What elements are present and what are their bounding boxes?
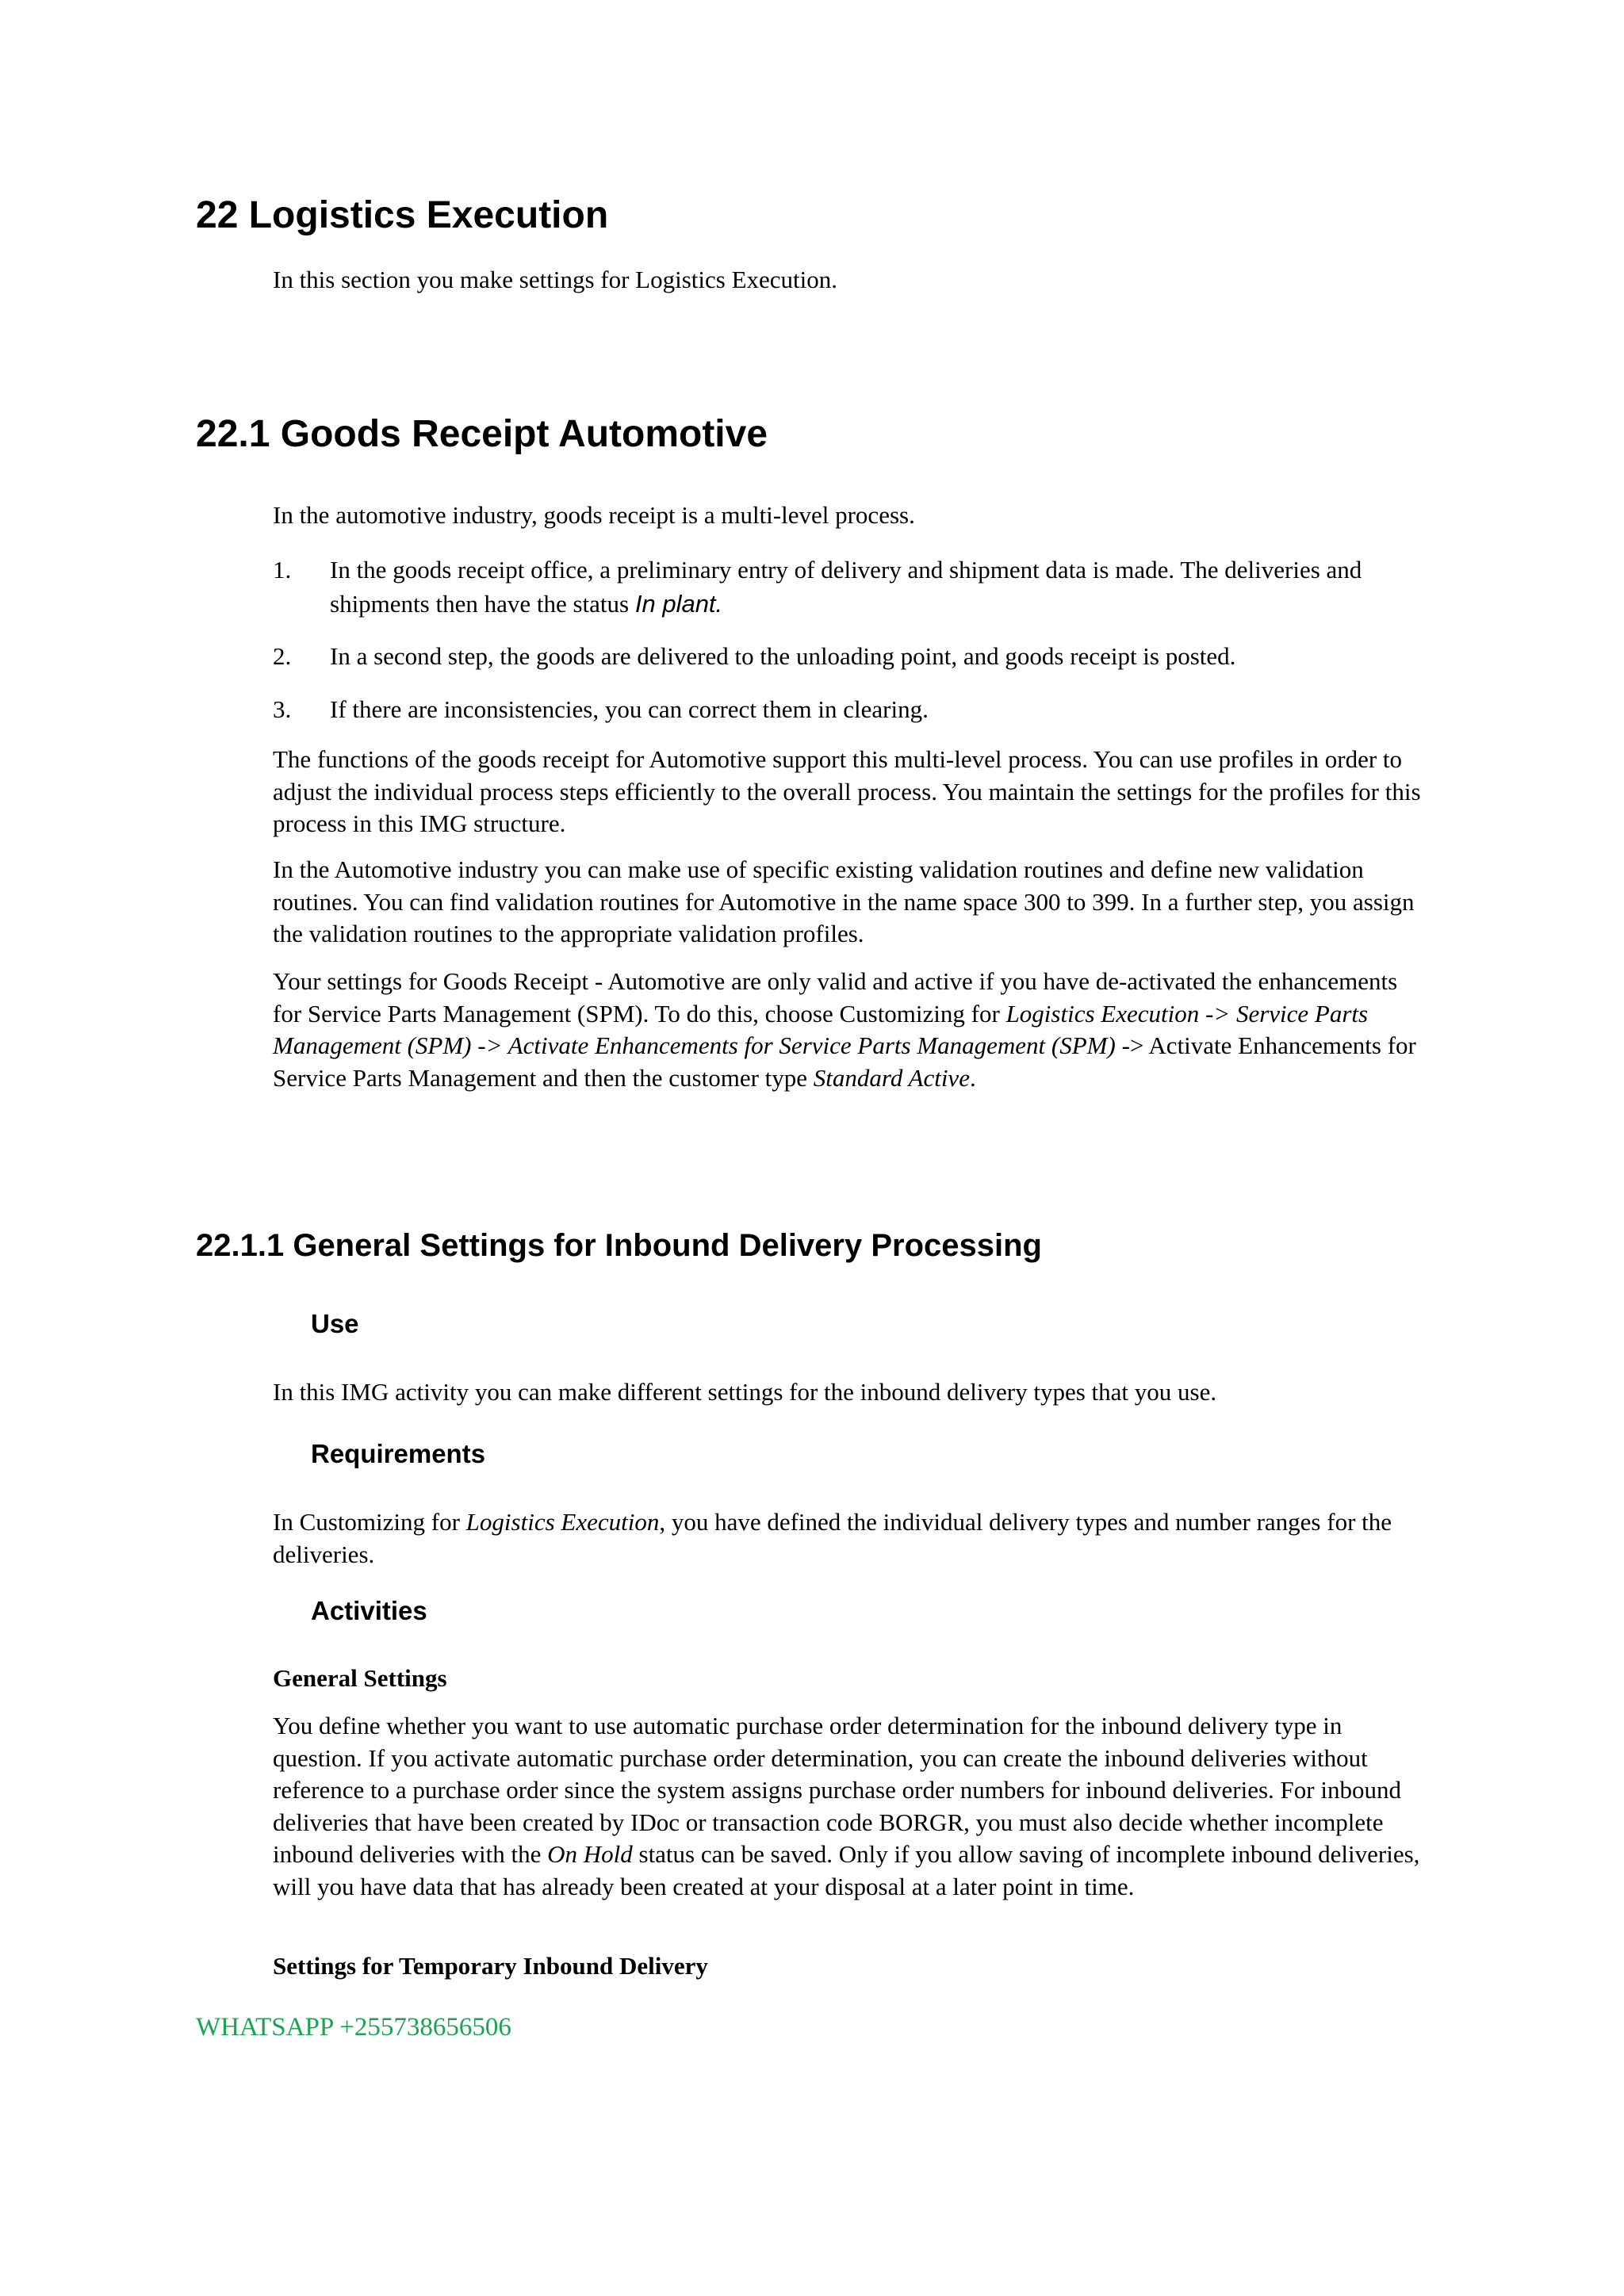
paragraph-spm-text-e: . [969,1063,976,1092]
whatsapp-footer: WHATSAPP +255738656506 [196,2013,511,2042]
requirements-heading: Requirements [311,1439,486,1468]
general-settings-text-c: status can be saved. Only if you allow saving of incomplete inbound deliveries, will you have data that has already been created at your disposal at a later point in time. [273,1840,1420,1900]
use-heading: Use [311,1309,359,1338]
status-in-plant: In plant. [634,590,723,618]
list-item-text: In the goods receipt office, a preliminary entry of delivery and shipment data is made. The deliveries and shipments then have the status [330,556,1362,618]
requirements-text-a: In Customizing for [273,1508,466,1536]
section-22-title: 22 Logistics Execution [196,194,609,236]
section-22-1-intro: In the automotive industry, goods receipt is a multi-level process. [273,501,915,529]
requirements-text-c: , you have defined the individual delivery types and number ranges for the deliveries. [273,1508,1392,1568]
general-settings-heading: General Settings [273,1664,447,1692]
paragraph-validation: In the Automotive industry you can make use of specific existing validation routines and define new validation routines. You can find validation routines for Automotive in the name space 300 to 399. In a further step, you assign the validation routines to the appropriate validation profiles. [273,855,1415,947]
list-item [330,553,1400,621]
section-22-1-1-title: 22.1.1 General Settings for Inbound Delivery Processing [196,1228,1042,1263]
section-22-intro: In this section you make settings for Logistics Execution. [273,266,838,293]
list-item-number: 1. [273,556,292,584]
list-item: In a second step, the goods are delivered to the unloading point, and goods receipt is posted. [330,642,1236,670]
activities-heading: Activities [311,1596,427,1625]
customer-type: Standard Active [813,1063,970,1092]
section-22-1-title: 22.1 Goods Receipt Automotive [196,413,768,455]
paragraph-spm-text-a: Your settings for Goods Receipt - Automotive are only valid and active if you have de-activated the enhancements for Service Parts Management (SPM). To do this, choose Customizing for [273,967,1398,1027]
customizing-path: Logistics Execution -> Service Parts Management (SPM) -> Activate Enhancements for Service Parts Management (SPM) [273,999,1369,1059]
temporary-inbound-heading: Settings for Temporary Inbound Delivery [273,1952,708,1980]
list-item: If there are inconsistencies, you can correct them in clearing. [330,695,929,723]
on-hold-status: On Hold [547,1840,633,1868]
list-item-number: 2. [273,642,292,670]
paragraph-spm-text-c: -> Activate Enhancements for Service Parts Management and then the customer type [273,1031,1416,1092]
general-settings-text-a: You define whether you want to use automatic purchase order determination for the inbound delivery type in question. If you activate automatic purchase order determination, you can create the inbound deliveries without reference to a purchase order since the system assigns purchase order numbers for inbound deliveries. For inbound deliveries that have been created by IDoc or transaction code BORGR, you must also decide whether incomplete inbound deliveries with the [273,1712,1401,1868]
logistics-execution-term: Logistics Execution [465,1508,660,1536]
paragraph-functions: The functions of the goods receipt for Automotive support this multi-level process. You can use profiles in order to adjust the individual process steps efficiently to the overall process. You maintain the settings for the profiles for this process in this IMG structure. [273,745,1421,837]
use-text: In this IMG activity you can make different settings for the inbound delivery types that you use. [273,1378,1217,1406]
requirements-text [273,1506,1423,1571]
paragraph-spm [273,966,1423,1094]
general-settings-text [273,1710,1423,1903]
list-item-number: 3. [273,695,292,723]
